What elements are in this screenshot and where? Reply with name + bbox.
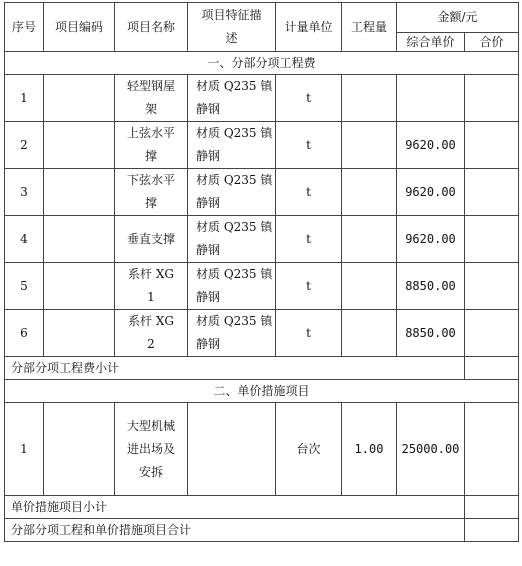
cell-unit-price: 9620.00: [397, 169, 465, 216]
header-feature: 项目特征描述: [188, 3, 276, 52]
header-unit-price: 综合单价: [397, 33, 465, 52]
section-title-row: [5, 52, 519, 75]
cell-unit-price: [397, 75, 465, 122]
table-row: [5, 169, 519, 216]
cell-unit: t: [276, 216, 342, 263]
table-row: [5, 263, 519, 310]
header-total: 合价: [465, 33, 519, 52]
cell-qty: [342, 169, 397, 216]
cell-seq: 1: [5, 75, 44, 122]
cell-code: [44, 216, 115, 263]
header-row: [5, 3, 519, 33]
cell-name: 下弦水平撑: [115, 169, 188, 216]
grand-total-value: [465, 519, 519, 542]
cell-unit: t: [276, 75, 342, 122]
cell-seq: 6: [5, 310, 44, 357]
cell-seq: 5: [5, 263, 44, 310]
cell-name: 大型机械进出场及安拆: [115, 403, 188, 496]
grand-total-row: [5, 519, 519, 542]
section-title: 二、单价措施项目: [5, 380, 519, 403]
section-title-row: [5, 380, 519, 403]
subtotal-label: 分部分项工程费小计: [5, 357, 465, 380]
section-title: 一、分部分项工程费: [5, 52, 519, 75]
cell-qty: [342, 122, 397, 169]
cell-qty: [342, 310, 397, 357]
cell-name: 上弦水平撑: [115, 122, 188, 169]
cell-seq: 1: [5, 403, 44, 496]
table-row: [5, 310, 519, 357]
cell-feature: 材质 Q235 镇静钢: [188, 169, 276, 216]
cell-unit-price: 8850.00: [397, 263, 465, 310]
cell-feature: 材质 Q235 镇静钢: [188, 216, 276, 263]
table-row: [5, 216, 519, 263]
table-row: [5, 122, 519, 169]
subtotal-row: [5, 496, 519, 519]
cell-qty: [342, 216, 397, 263]
cell-unit: t: [276, 263, 342, 310]
cell-feature: 材质 Q235 镇静钢: [188, 122, 276, 169]
cell-total: [465, 310, 519, 357]
grand-total-label: 分部分项工程和单价措施项目合计: [5, 519, 465, 542]
cell-qty: [342, 263, 397, 310]
cell-code: [44, 75, 115, 122]
cell-unit-price: 9620.00: [397, 122, 465, 169]
header-unit: 计量单位: [276, 3, 342, 52]
cell-qty: 1.00: [342, 403, 397, 496]
cell-code: [44, 403, 115, 496]
cell-total: [465, 75, 519, 122]
cell-unit-price: 25000.00: [397, 403, 465, 496]
cell-unit: t: [276, 310, 342, 357]
header-amount: 金额/元: [397, 3, 519, 33]
cell-name: 垂直支撑: [115, 216, 188, 263]
cell-name: 轻型钢屋架: [115, 75, 188, 122]
cell-code: [44, 263, 115, 310]
subtotal-label: 单价措施项目小计: [5, 496, 465, 519]
header-qty: 工程量: [342, 3, 397, 52]
cell-total: [465, 403, 519, 496]
cell-unit-price: 9620.00: [397, 216, 465, 263]
cell-total: [465, 216, 519, 263]
cell-unit: 台次: [276, 403, 342, 496]
cell-feature: [188, 403, 276, 496]
subtotal-value: [465, 357, 519, 380]
header-code: 项目编码: [44, 3, 115, 52]
cell-seq: 2: [5, 122, 44, 169]
table-row: [5, 403, 519, 496]
cell-code: [44, 310, 115, 357]
cell-name: 系杆 XG2: [115, 310, 188, 357]
cell-total: [465, 122, 519, 169]
cell-total: [465, 263, 519, 310]
cell-unit: t: [276, 169, 342, 216]
table-row: [5, 75, 519, 122]
cell-seq: 3: [5, 169, 44, 216]
subtotal-value: [465, 496, 519, 519]
bill-of-quantities-table: [4, 2, 519, 542]
cell-feature: 材质 Q235 镇静钢: [188, 75, 276, 122]
cell-code: [44, 122, 115, 169]
header-name: 项目名称: [115, 3, 188, 52]
cell-code: [44, 169, 115, 216]
cell-unit-price: 8850.00: [397, 310, 465, 357]
cell-total: [465, 169, 519, 216]
cell-feature: 材质 Q235 镇静钢: [188, 263, 276, 310]
subtotal-row: [5, 357, 519, 380]
cell-unit: t: [276, 122, 342, 169]
cell-seq: 4: [5, 216, 44, 263]
cell-feature: 材质 Q235 镇静钢: [188, 310, 276, 357]
cell-qty: [342, 75, 397, 122]
header-seq: 序号: [5, 3, 44, 52]
cell-name: 系杆 XG1: [115, 263, 188, 310]
